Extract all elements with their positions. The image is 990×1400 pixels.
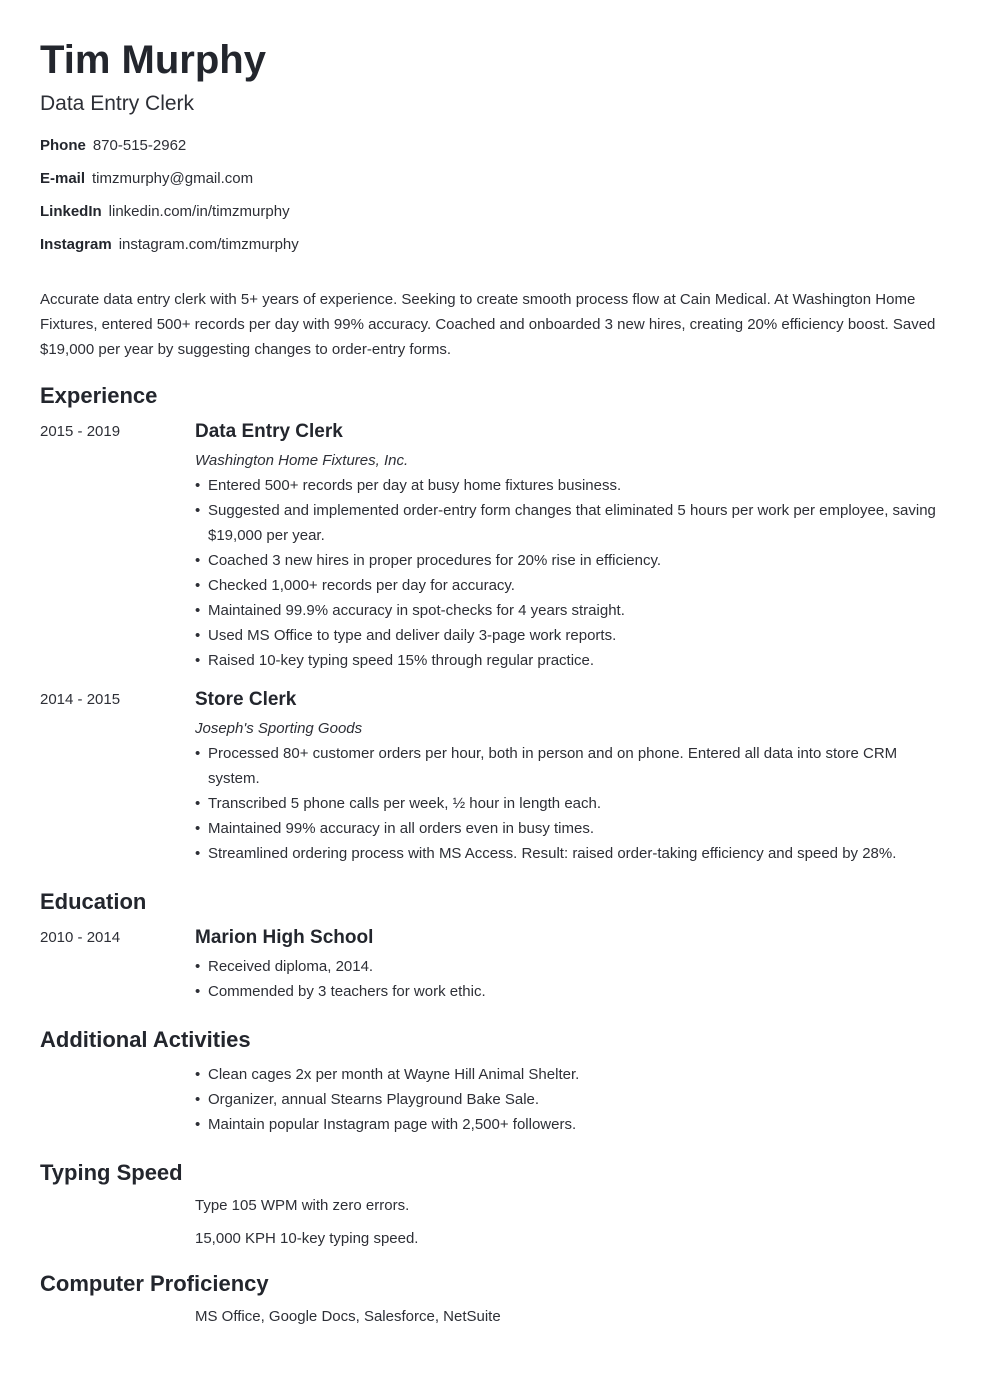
- education-entry: [40, 926, 940, 1004]
- activities-section: [40, 1026, 940, 1137]
- job-dates: 2014 - 2015: [40, 691, 121, 708]
- contact-instagram: [40, 236, 940, 269]
- resume-page: [40, 36, 940, 1326]
- job-bullets: [195, 473, 940, 673]
- list-item: • Maintain popular Instagram page with 2,500+ followers.: [195, 1112, 940, 1137]
- list-item: • Raised 10-key typing speed 15% through regular practice.: [195, 648, 940, 673]
- school-name: Marion High School: [195, 927, 374, 948]
- resume-header: [40, 36, 940, 116]
- list-item: • Received diploma, 2014.: [195, 954, 940, 979]
- email-link[interactable]: timzmurphy@gmail.com: [92, 170, 254, 187]
- computer-entry: [40, 1308, 940, 1326]
- job-details: [195, 420, 940, 673]
- job-entry: [40, 420, 940, 673]
- activities-entry: [40, 1062, 940, 1137]
- job-title: Data Entry Clerk: [195, 421, 343, 442]
- job-bullets: [195, 741, 940, 866]
- education-dates: 2010 - 2014: [40, 929, 121, 946]
- contact-list: [40, 137, 940, 269]
- contact-phone: [40, 137, 940, 170]
- contact-label: LinkedIn: [40, 203, 102, 220]
- typing-line: Type 105 WPM with zero errors.: [195, 1197, 410, 1214]
- contact-linkedin: [40, 203, 940, 236]
- section-heading: Typing Speed: [40, 1160, 183, 1185]
- contact-label: Instagram: [40, 236, 112, 253]
- computer-section: [40, 1270, 940, 1326]
- list-item: • Streamlined ordering process with MS Access. Result: raised order-taking efficiency and speed by 28%.: [195, 841, 940, 866]
- list-item: • Maintained 99.9% accuracy in spot-checks for 4 years straight.: [195, 598, 940, 623]
- section-heading: Education: [40, 889, 147, 914]
- list-item: • Transcribed 5 phone calls per week, ½ hour in length each.: [195, 791, 940, 816]
- list-item: • Maintained 99% accuracy in all orders even in busy times.: [195, 816, 940, 841]
- list-item: • Checked 1,000+ records per day for accuracy.: [195, 573, 940, 598]
- list-item: • Entered 500+ records per day at busy home fixtures business.: [195, 473, 940, 498]
- job-details: [195, 688, 940, 866]
- experience-section: [40, 382, 940, 866]
- list-item: • Processed 80+ customer orders per hour, both in person and on phone. Entered all data into store CRM system.: [195, 741, 940, 791]
- typing-section: [40, 1159, 940, 1248]
- section-heading: Experience: [40, 383, 158, 408]
- candidate-title: Data Entry Clerk: [40, 92, 195, 115]
- typing-entry: [40, 1197, 940, 1248]
- list-item: • Used MS Office to type and deliver daily 3-page work reports.: [195, 623, 940, 648]
- skills-list: MS Office, Google Docs, Salesforce, NetSuite: [195, 1308, 501, 1325]
- job-entry: [40, 688, 940, 866]
- education-details: [195, 926, 940, 1004]
- section-heading: Additional Activities: [40, 1027, 251, 1052]
- typing-line: 15,000 KPH 10-key typing speed.: [195, 1230, 419, 1247]
- linkedin-link[interactable]: linkedin.com/in/timzmurphy: [108, 203, 290, 220]
- contact-email: [40, 170, 940, 203]
- education-section: [40, 888, 940, 1004]
- company-name: Joseph's Sporting Goods: [195, 720, 363, 737]
- company-name: Washington Home Fixtures, Inc.: [195, 452, 409, 469]
- activities-bullets: [195, 1062, 940, 1137]
- candidate-name: Tim Murphy: [40, 38, 266, 82]
- phone-value: 870-515-2962: [92, 137, 187, 154]
- list-item: • Suggested and implemented order-entry form changes that eliminated 5 hours per work per employee, saving $19,000 per year.: [195, 498, 940, 548]
- job-title: Store Clerk: [195, 689, 297, 710]
- list-item: • Organizer, annual Stearns Playground Bake Sale.: [195, 1087, 940, 1112]
- job-dates: 2015 - 2019: [40, 423, 121, 440]
- list-item: • Commended by 3 teachers for work ethic.: [195, 979, 940, 1004]
- instagram-link[interactable]: instagram.com/timzmurphy: [118, 236, 299, 253]
- contact-label: Phone: [40, 137, 86, 154]
- list-item: • Clean cages 2x per month at Wayne Hill Animal Shelter.: [195, 1062, 940, 1087]
- profile-summary: Accurate data entry clerk with 5+ years of experience. Seeking to create smooth process flow at Cain Medical. At Washington Home Fixtures, entered 500+ records per day with 99% accuracy. Coached and onboarded 3 new hires, creating 20% efficiency boost. Saved $19,000 per year by suggesting changes to order-entry forms.: [40, 291, 936, 358]
- list-item: • Coached 3 new hires in proper procedures for 20% rise in efficiency.: [195, 548, 940, 573]
- section-heading: Computer Proficiency: [40, 1271, 269, 1296]
- contact-label: E-mail: [40, 170, 86, 187]
- education-bullets: [195, 954, 940, 1004]
